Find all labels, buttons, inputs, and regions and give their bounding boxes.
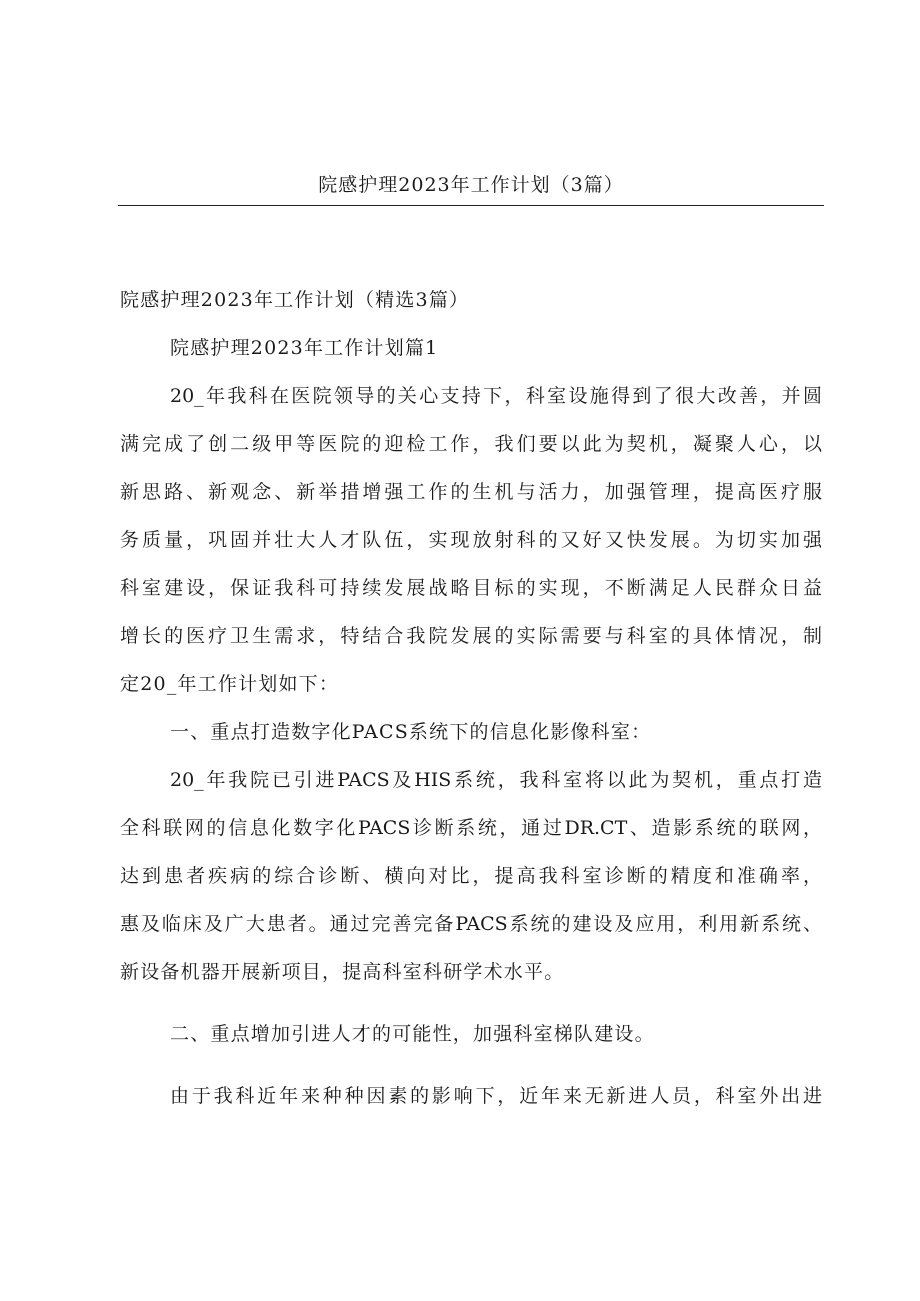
paragraph-line: 由于我科近年来种种因素的影响下，近年来无新进人员，科室外出进 xyxy=(170,1085,822,1107)
paragraph-line: 惠及临床及广大患者。通过完善完备PACS系统的建设及应用，利用新系统、 xyxy=(120,913,822,935)
list-heading-1: 一、重点打造数字化PACS系统下的信息化影像科室： xyxy=(170,721,652,743)
paragraph-line: 科室建设，保证我科可持续发展战略目标的实现，不断满足人民群众日益 xyxy=(120,577,822,599)
paragraph-line: 定20_年工作计划如下： xyxy=(120,673,340,695)
paragraph-line: 新设备机器开展新项目，提高科室科研学术水平。 xyxy=(120,961,565,983)
header-divider xyxy=(118,205,824,206)
paragraph-line: 20_年我院已引进PACS及HIS系统，我科室将以此为契机，重点打造 xyxy=(170,769,822,791)
paragraph-line: 满完成了创二级甲等医院的迎检工作，我们要以此为契机，凝聚人心，以 xyxy=(120,433,822,455)
paragraph-line: 全科联网的信息化数字化PACS诊断系统，通过DR.CT、造影系统的联网， xyxy=(120,817,822,839)
section-heading: 院感护理2023年工作计划篇1 xyxy=(170,337,439,359)
paragraph-line: 20_年我科在医院领导的关心支持下，科室设施得到了很大改善，并圆 xyxy=(170,385,822,407)
paragraph-line: 务质量，巩固并壮大人才队伍，实现放射科的又好又快发展。为切实加强 xyxy=(120,529,822,551)
document-subtitle: 院感护理2023年工作计划（精选3篇） xyxy=(120,289,470,311)
paragraph-line: 达到患者疾病的综合诊断、横向对比，提高我科室诊断的精度和准确率， xyxy=(120,865,822,887)
list-heading-2: 二、重点增加引进人才的可能性，加强科室梯队建设。 xyxy=(170,1023,655,1045)
paragraph-line: 增长的医疗卫生需求，特结合我院发展的实际需要与科室的具体情况，制 xyxy=(120,625,822,647)
paragraph-line: 新思路、新观念、新举措增强工作的生机与活力，加强管理，提高医疗服 xyxy=(120,481,822,503)
document-header-title: 院感护理2023年工作计划（3篇） xyxy=(318,174,624,196)
